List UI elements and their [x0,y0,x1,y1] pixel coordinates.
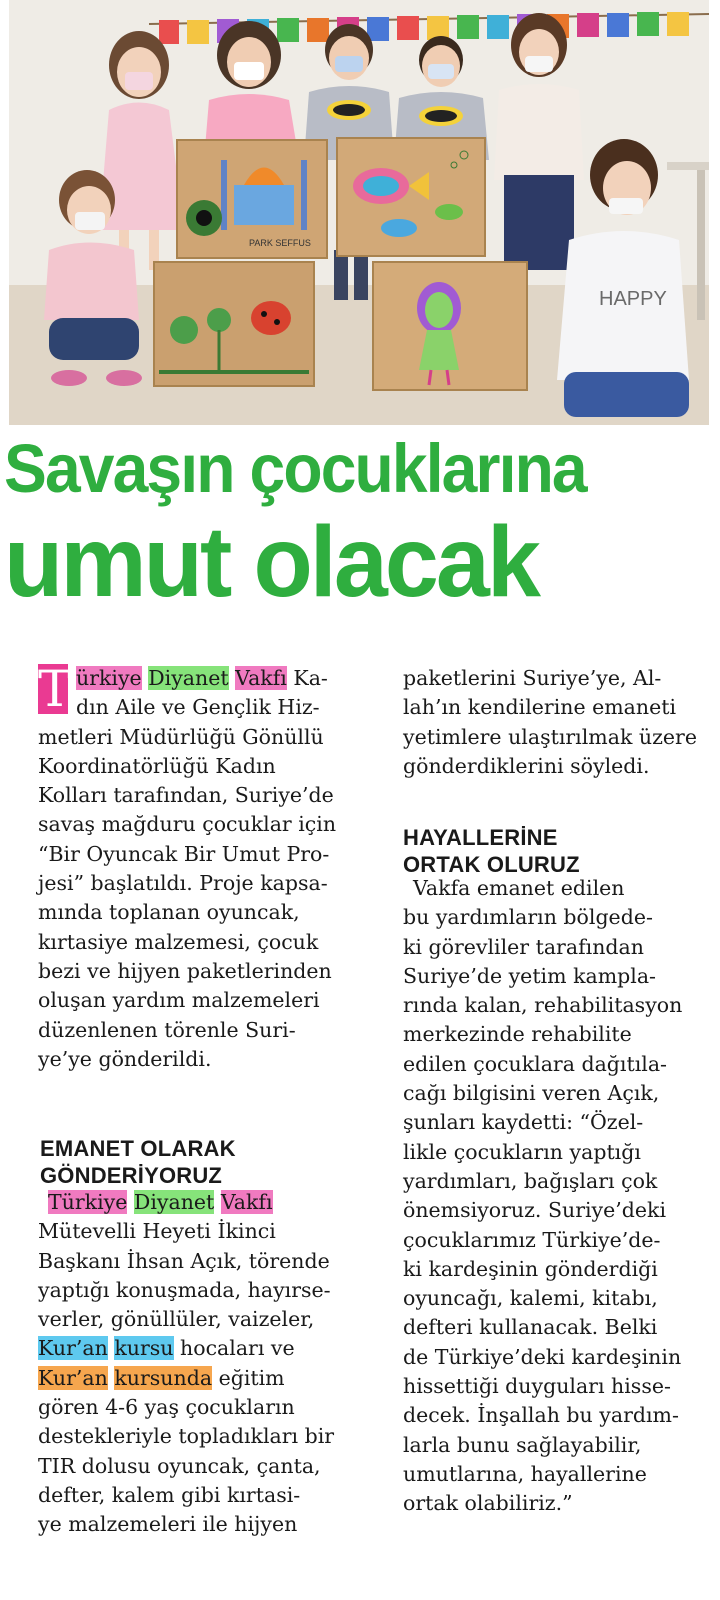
highlight-turkiye: ürkiye [76,666,142,690]
intro-line: Kolları tarafından, Suriye’de [38,783,334,808]
para2-line: Mütevelli Heyeti İkinci [38,1219,276,1244]
para3-line: önemsiyoruz. Suriye’deki [403,1198,667,1223]
intro-line: Koordinatörlüğü Kadın [38,753,276,778]
para2-line: yaptığı konuşmada, hayırse- [38,1277,331,1302]
intro-line: oluşan yardım malzemeleri [38,988,320,1013]
box-label: PARK SEFFUS [249,238,311,248]
highlight-diyanet: Diyanet [133,1190,215,1214]
intro-line-1-rest: Ka- [293,666,328,690]
right-top-line: gönderdiklerini söyledi. [403,753,650,778]
subheading-line: ORTAK OLURUZ [403,852,580,877]
para3-line: decek. İnşallah bu yardım- [403,1403,679,1428]
intro-line: metleri Müdürlüğü Gönüllü [38,724,324,749]
para3-line: edilen çocuklara dağıtıla- [403,1051,667,1076]
subheading-line: HAYALLERİNE [403,825,558,850]
subheading-line: GÖNDERİYORUZ [40,1163,223,1188]
intro-line: jesi” başlatıldı. Proje kapsa- [38,871,328,896]
intro-line: mında toplanan oyuncak, [38,900,300,925]
highlight-kuran: Kur’an [38,1365,108,1390]
para2-line: Başkanı İhsan Açık, törende [38,1248,330,1273]
toy-box-mosque [177,140,327,258]
para2-line-1 [38,1188,350,1217]
para3-line: çocuklarımız Türkiye’de- [403,1227,661,1252]
para3-line: Vakfa emanet edilen [413,876,625,900]
headline-line-2: umut olacak [4,506,538,618]
highlight-kursunda: kursunda [114,1365,213,1390]
para2-line: gören 4-6 yaş çocukların [38,1395,295,1420]
intro-line: savaş mağduru çocuklar için [38,812,337,837]
para2-line-7-rest: eğitim [218,1365,285,1390]
para3-line: oyuncağı, kalemi, kitabı, [403,1286,658,1311]
para3-line: hissettiği duyguları hisse- [403,1374,671,1399]
intro-paragraph [38,660,350,1074]
right-top-line: yetimlere ulaştırılmak üzere [403,724,697,749]
intro-line: “Bir Oyuncak Bir Umut Pro- [38,841,330,866]
subheading-hayallerine [403,824,580,878]
article-photo [9,0,709,425]
highlight-kursu: kursu [114,1336,174,1361]
shirt-print: HAPPY [599,288,667,310]
children-with-boxes-illustration [9,0,709,425]
intro-line: kırtasiye malzemesi, çocuk [38,929,319,954]
intro-line: dın Aile ve Gençlik Hiz- [76,695,320,720]
intro-line: düzenlenen törenle Suri- [38,1017,296,1042]
para3-line: larla bunu sağlayabilir, [403,1432,642,1457]
para2-line: TIR dolusu oyuncak, çanta, [38,1453,321,1478]
para3-line: ortak olabiliriz.” [403,1491,573,1516]
toy-box-fish [337,138,485,256]
para3-line: Suriye’de yetim kampla- [403,963,656,988]
para3-line: yardımları, bağışları çok [403,1168,658,1193]
para3-line: ki kardeşinin gönderdiği [403,1256,658,1281]
subheading-emanet-olarak [40,1135,236,1189]
para3-line: de Türkiye’deki kardeşinin [403,1344,682,1369]
para3-line: likle çocukların yaptığı [403,1139,641,1164]
para3-line: umutlarına, hayallerine [403,1461,647,1486]
para3-line: şunları kaydetti: “Özel- [403,1110,644,1135]
para3-line: cağı bilgisini veren Açık, [403,1081,660,1106]
intro-line: bezi ve hijyen paketlerinden [38,958,332,983]
toy-box-doll [373,262,527,390]
highlight-diyanet: Diyanet [148,666,229,690]
para3-line: rında kalan, rehabilitasyon [403,993,683,1018]
right-top-paragraph [403,664,709,781]
highlight-vakfi: Vakfı [220,1190,273,1214]
para2-line: defter, kalem gibi kırtasi- [38,1482,301,1507]
para2-line: destekleriyle topladıkları bir [38,1424,335,1449]
headline-line-1: Savaşın çocuklarına [4,430,586,507]
right-top-line: lah’ın kendilerine emaneti [403,695,677,720]
toy-box-garden [154,262,314,386]
intro-line-1 [38,664,350,693]
para2-line-7 [38,1364,350,1393]
para2-line: ye malzemeleri ile hijyen [38,1512,298,1537]
highlight-kuran: Kur’an [38,1336,108,1361]
right-top-line: paketlerini Suriye’ye, Al- [403,666,662,690]
subheading-line: EMANET OLARAK [40,1136,236,1161]
highlight-vakfi: Vakfı [235,666,287,690]
intro-line: ye’ye gönderildi. [38,1046,212,1071]
para2-line-6-rest: hocaları ve [180,1336,295,1361]
para2-line-6 [38,1334,350,1363]
para3-line: bu yardımların bölgede- [403,905,653,930]
para3-line: defteri kullanacak. Belki [403,1315,658,1340]
paragraph-2 [38,1188,350,1540]
para3-line: merkezinde rehabilite [403,1022,632,1047]
paragraph-3 [403,874,709,1519]
highlight-turkiye: Türkiye [48,1190,128,1214]
para2-line: verler, gönüllüler, vaizeler, [38,1307,315,1332]
drop-cap: T [38,660,72,718]
para3-line: ki görevliler tarafından [403,934,644,959]
headline [4,426,716,618]
